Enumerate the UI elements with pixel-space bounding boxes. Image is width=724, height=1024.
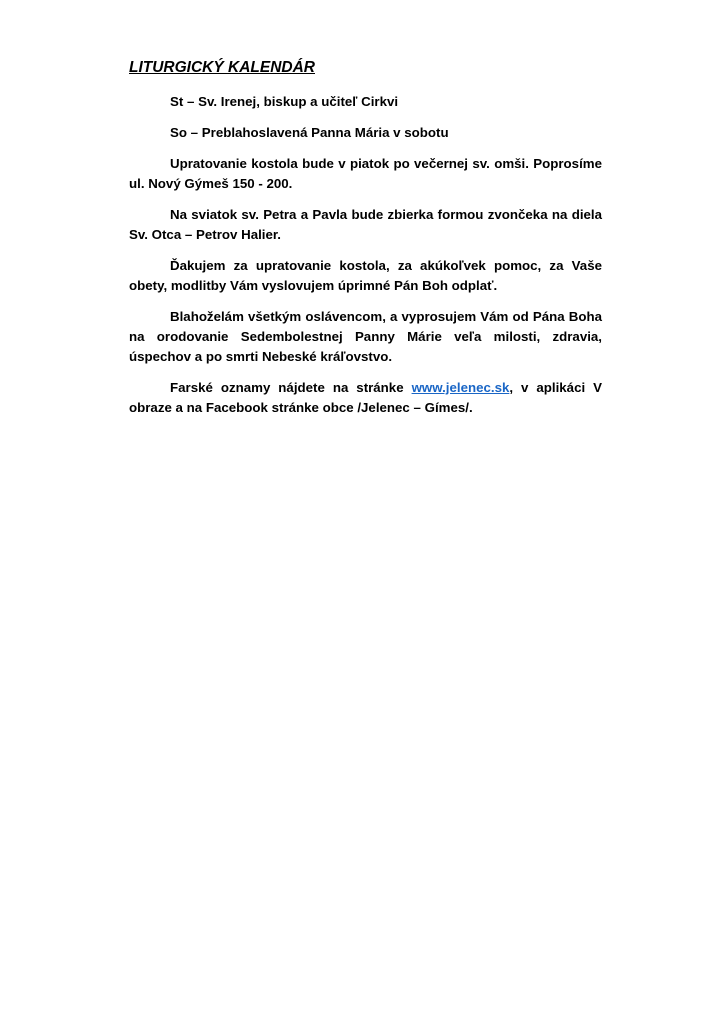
calendar-item-saturday: So – Preblahoslavená Panna Mária v sobotu	[170, 125, 449, 140]
calendar-item-wednesday: St – Sv. Irenej, biskup a učiteľ Cirkvi	[170, 94, 399, 109]
announcement-website	[129, 378, 602, 418]
announcement-thanks: Ďakujem za upratovanie kostola, za akúkoľvek pomoc, za Vaše obety, modlitby Vám vyslovujem úprimné Pán Boh odplať.	[129, 258, 602, 293]
announcement-cleaning: Upratovanie kostola bude v piatok po večernej sv. omši. Poprosíme ul. Nový Gýmeš 150 - 200.	[129, 156, 602, 191]
announcement-congratulations: Blahoželám všetkým oslávencom, a vyprosujem Vám od Pána Boha na orodovanie Sedembolestnej Panny Márie veľa milosti, zdravia, úspechov a po smrti Nebeské kráľovstvo.	[129, 309, 602, 364]
document-page	[129, 58, 602, 429]
calendar-heading: LITURGICKÝ KALENDÁR	[129, 59, 315, 76]
website-text-after: , v aplikáci V obraze a na Facebook stránke obce /Jelenec – Gímes/.	[129, 380, 602, 415]
announcement-collection: Na sviatok sv. Petra a Pavla bude zbierka formou zvončeka na diela Sv. Otca – Petrov Halier.	[129, 207, 602, 242]
website-text-before: Farské oznamy nájdete na stránke	[170, 380, 412, 395]
website-link[interactable]: www.jelenec.sk	[411, 380, 510, 395]
